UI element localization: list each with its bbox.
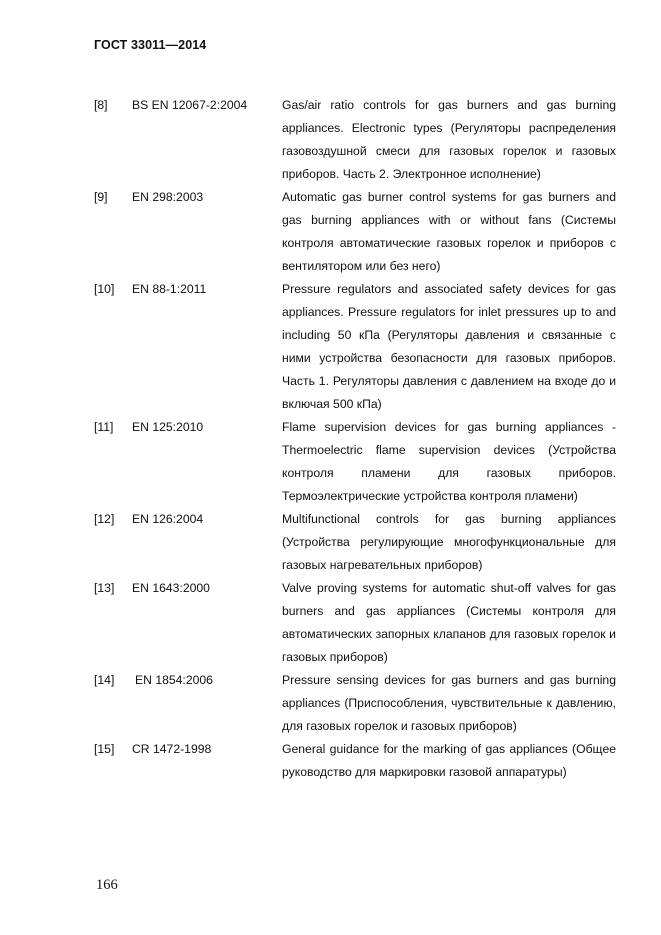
reference-number: [13] — [94, 581, 115, 595]
reference-number: [10] — [94, 282, 115, 296]
standard-code: EN 1643:2000 — [132, 581, 210, 595]
standard-code: EN 88-1:2011 — [132, 282, 207, 296]
standard-code: EN 125:2010 — [132, 420, 204, 434]
reference-item — [94, 738, 616, 784]
reference-description: Gas/air ratio controls for gas burners and gas burning appliances. Electronic types (Регуляторы распределения газовоздушной смеси для газовых горелок и газовых приборов. Часть 2. Электронное исполнение) — [282, 98, 616, 181]
reference-number: [9] — [94, 190, 108, 204]
reference-item — [94, 416, 616, 508]
page-number: 166 — [96, 877, 118, 893]
reference-number: [15] — [94, 742, 115, 756]
reference-description: Flame supervision devices for gas burning appliances - Thermoelectric flame supervision devices (Устройства контроля пламени для газовых приборов. Термоэлектрические устройства контроля пламени) — [282, 420, 616, 503]
reference-item — [94, 669, 616, 738]
standard-code: EN 126:2004 — [132, 512, 204, 526]
reference-number: [8] — [94, 98, 108, 112]
reference-item — [94, 577, 616, 669]
reference-description: Valve proving systems for automatic shut-off valves for gas burners and gas appliances (Системы контроля для автоматических запорных клапанов для газовых горелок и газовых приборов) — [282, 581, 616, 664]
reference-number: [11] — [94, 420, 114, 434]
reference-item — [94, 278, 616, 416]
reference-description: Automatic gas burner control systems for gas burners and gas burning appliances with or without fans (Системы контроля автоматические газовых горелок и приборов с вентилятором или без него) — [282, 190, 616, 273]
references-list — [94, 94, 616, 784]
standard-code: EN 1854:2006 — [135, 673, 213, 687]
reference-item — [94, 186, 616, 278]
standard-code: BS EN 12067-2:2004 — [132, 98, 248, 112]
reference-description: General guidance for the marking of gas appliances (Общее руководство для маркировки газовой аппаратуры) — [282, 742, 616, 779]
document-header: ГОСТ 33011—2014 — [94, 38, 207, 52]
reference-item — [94, 94, 616, 186]
reference-number: [12] — [94, 512, 115, 526]
reference-item — [94, 508, 616, 577]
standard-code: EN 298:2003 — [132, 190, 204, 204]
standard-code: CR 1472-1998 — [132, 742, 212, 756]
reference-description: Pressure sensing devices for gas burners and gas burning appliances (Приспособления, чувствительные к давлению, для газовых горелок и газовых приборов) — [282, 673, 616, 733]
reference-description: Multifunctional controls for gas burning appliances (Устройства регулирующие многофункциональные для газовых нагревательных приборов) — [282, 512, 616, 572]
reference-number: [14] — [94, 673, 115, 687]
reference-description: Pressure regulators and associated safety devices for gas appliances. Pressure regulators for inlet pressures up to and including 50 кПа (Регуляторы давления и связанные с ними устройства безопасности для газовых приборов. Часть 1. Регуляторы давления с давлением на входе до и включая 500 кПа) — [282, 282, 616, 411]
